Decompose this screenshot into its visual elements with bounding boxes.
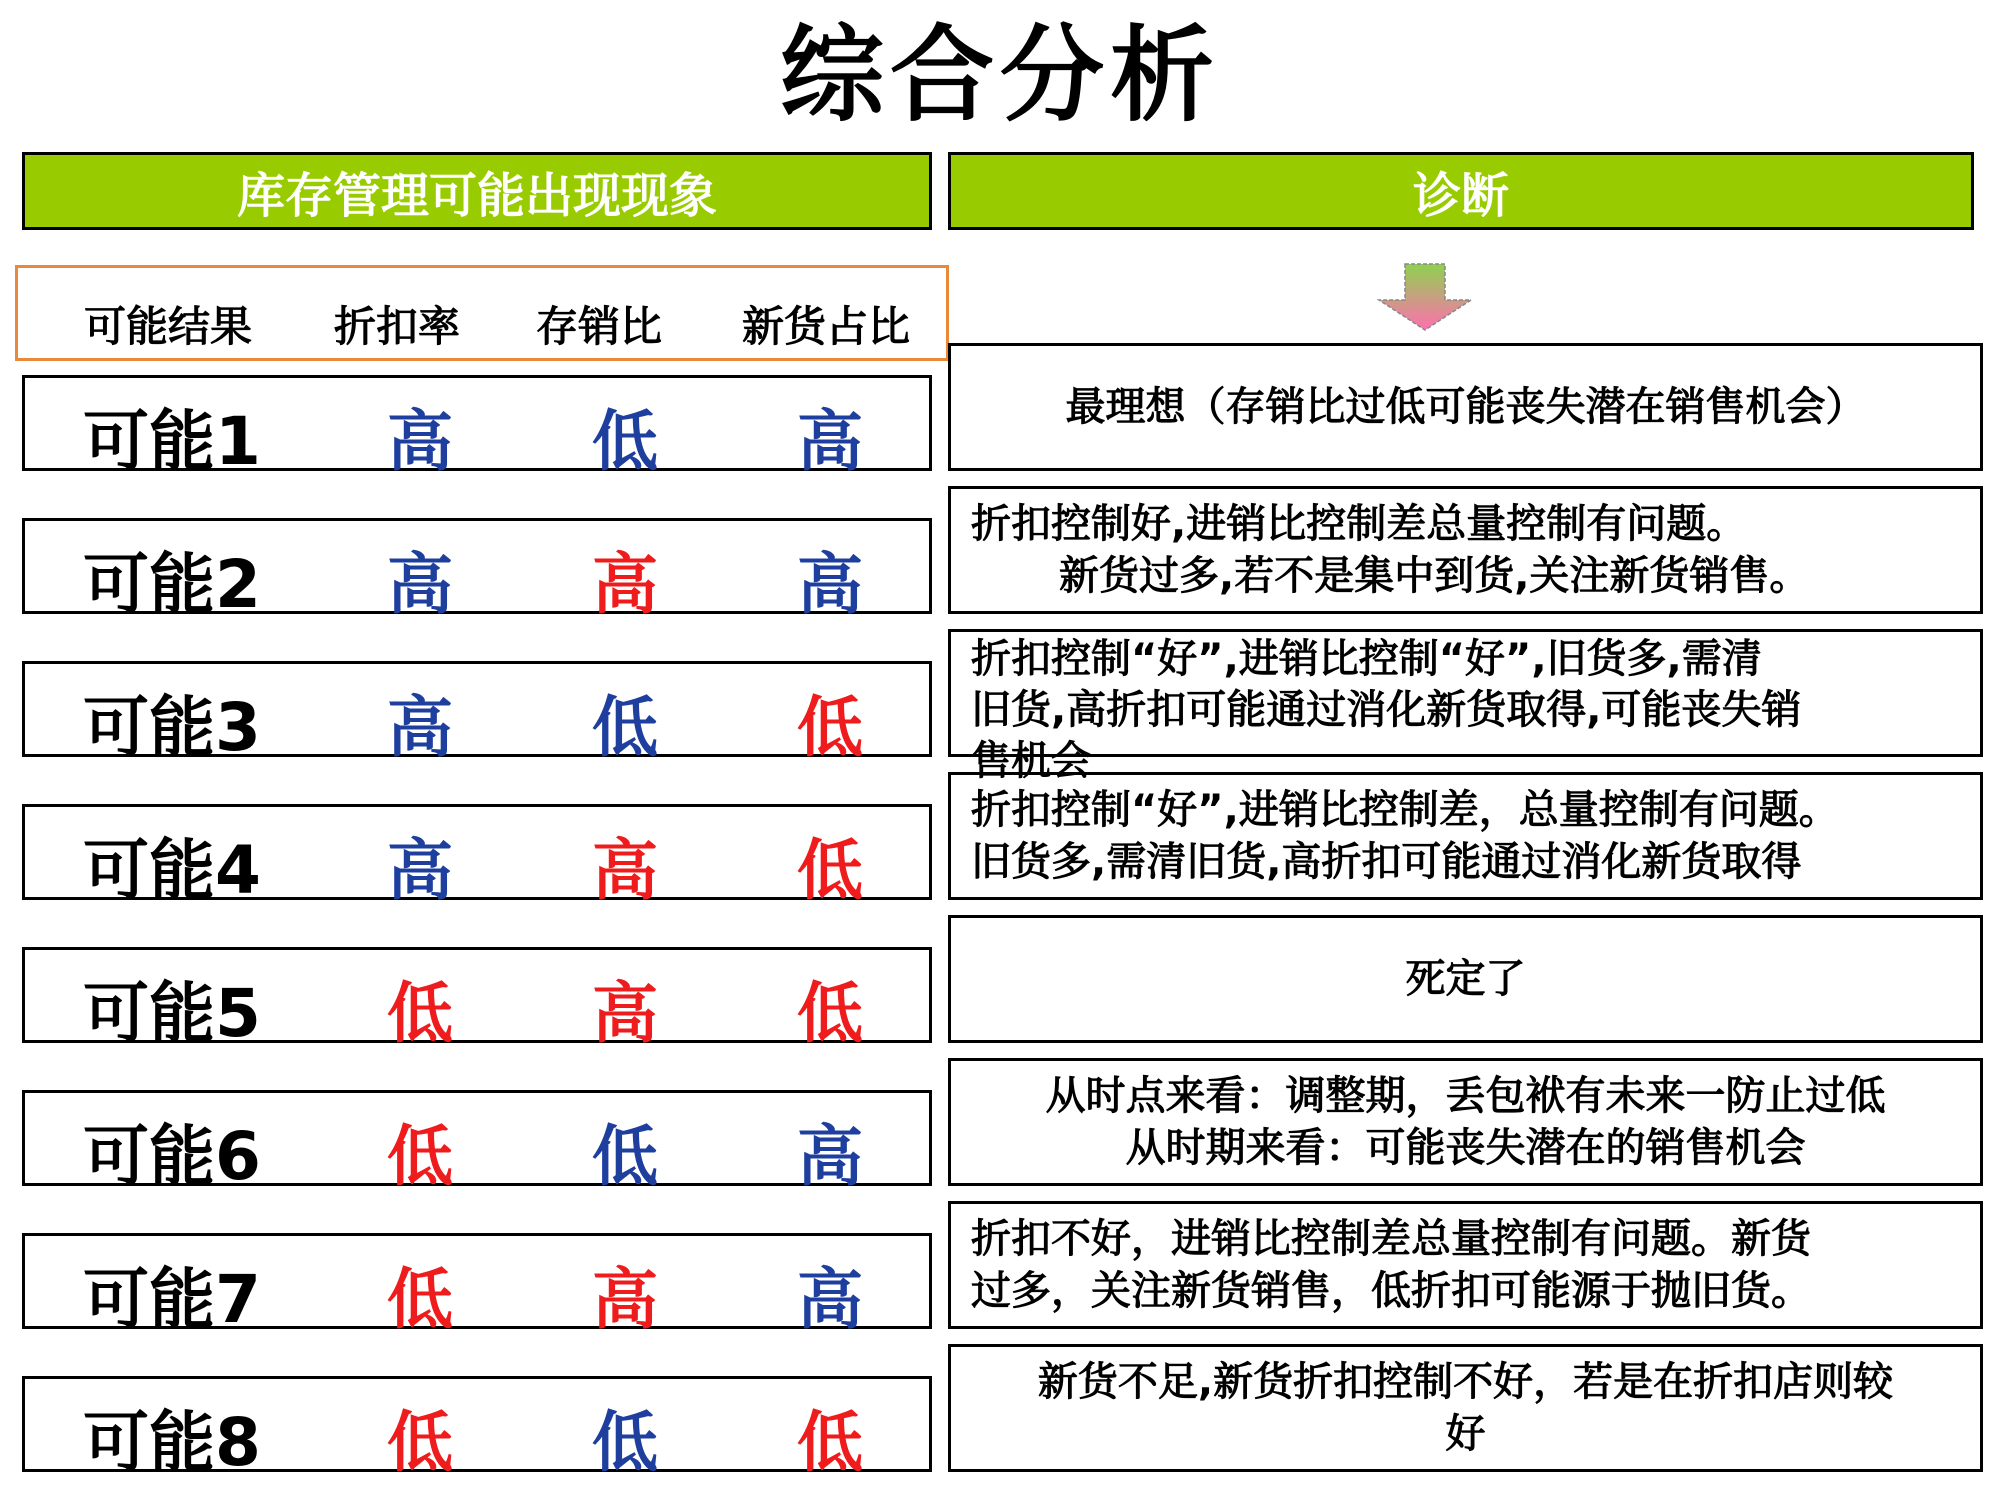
diagnosis-line: 死定了 [1405, 956, 1526, 1002]
new-ratio-value: 高 [797, 1260, 863, 1338]
column-header-discount: 折扣率 [334, 302, 461, 351]
table-row [22, 1376, 932, 1481]
new-ratio-value: 低 [797, 1403, 863, 1481]
discount-value: 低 [387, 974, 453, 1052]
diagnosis-line: 好 [1445, 1411, 1486, 1457]
sales-ratio-value: 低 [592, 1403, 658, 1481]
diagnosis-box [948, 1058, 1983, 1186]
table-row [22, 661, 932, 766]
discount-value: 高 [387, 831, 453, 909]
diagnosis-line: 折扣控制“好”,进销比控制“好”,旧货多,需清 [971, 636, 1762, 682]
column-header-row [15, 265, 949, 361]
diagnosis-box [948, 486, 1983, 614]
diagnosis-header: 诊断 [948, 152, 1974, 230]
sales-ratio-value: 高 [592, 1260, 658, 1338]
row-label: 可能2 [83, 546, 261, 623]
new-ratio-value: 高 [797, 1117, 863, 1195]
sales-ratio-value: 高 [592, 974, 658, 1052]
page-title: 综合分析 [779, 13, 1220, 136]
discount-value: 低 [387, 1260, 453, 1338]
table-row [22, 375, 932, 480]
column-header-sales-ratio: 存销比 [536, 302, 663, 351]
discount-value: 高 [387, 402, 453, 480]
new-ratio-value: 低 [797, 974, 863, 1052]
discount-value: 低 [387, 1403, 453, 1481]
diagnosis-line: 新货不足,新货折扣控制不好，若是在折扣店则较 [1037, 1359, 1894, 1405]
diagnosis-box [948, 915, 1983, 1043]
row-label: 可能1 [83, 403, 261, 480]
diagnosis-box [948, 1201, 1983, 1329]
table-row [22, 1090, 932, 1195]
diagnosis-box [948, 343, 1983, 471]
diagnosis-line: 最理想（存销比过低可能丧失潜在销售机会） [1065, 384, 1866, 430]
diagnosis-box [948, 772, 1983, 900]
row-label: 可能7 [83, 1261, 261, 1338]
sales-ratio-value: 高 [592, 545, 658, 623]
row-label: 可能4 [83, 832, 261, 909]
phenomena-header: 库存管理可能出现现象 [22, 152, 932, 230]
diagnosis-line: 旧货,高折扣可能通过消化新货取得,可能丧失销 [971, 687, 1802, 734]
table-row [22, 1233, 932, 1338]
row-label: 可能5 [83, 975, 261, 1052]
diagnosis-line: 折扣不好，进销比控制差总量控制有问题。新货 [971, 1216, 1811, 1262]
diagnosis-line: 售机会 [971, 738, 1091, 785]
row-label: 可能6 [83, 1118, 261, 1195]
new-ratio-value: 低 [797, 688, 863, 766]
row-label: 可能3 [83, 689, 261, 766]
diagnosis-line: 折扣控制好,进销比控制差总量控制有问题。 [971, 501, 1747, 547]
diagnosis-line: 从时点来看：调整期，丢包袱有未来一防止过低 [1045, 1073, 1886, 1119]
table-row [22, 518, 932, 623]
diagnosis-line: 新货过多,若不是集中到货,关注新货销售。 [1059, 553, 1810, 599]
column-header-new-ratio: 新货占比 [742, 302, 911, 351]
diagnosis-line: 过多，关注新货销售，低折扣可能源于抛旧货。 [971, 1268, 1811, 1314]
table-row [22, 804, 932, 909]
diagnosis-line: 从时期来看：可能丧失潜在的销售机会 [1125, 1125, 1806, 1171]
new-ratio-value: 低 [797, 831, 863, 909]
sales-ratio-value: 低 [592, 402, 658, 480]
sales-ratio-value: 高 [592, 831, 658, 909]
table-row [22, 947, 932, 1052]
diagnosis-box [948, 1344, 1983, 1472]
discount-value: 高 [387, 688, 453, 766]
diagnosis-box [948, 629, 1983, 785]
diagnosis-line: 旧货多,需清旧货,高折扣可能通过消化新货取得 [971, 839, 1802, 885]
discount-value: 低 [387, 1117, 453, 1195]
new-ratio-value: 高 [797, 402, 863, 480]
discount-value: 高 [387, 545, 453, 623]
diagnosis-line: 折扣控制“好”,进销比控制差，总量控制有问题。 [971, 787, 1839, 833]
sales-ratio-value: 低 [592, 1117, 658, 1195]
row-label: 可能8 [83, 1404, 261, 1481]
column-header-result: 可能结果 [84, 302, 253, 351]
new-ratio-value: 高 [797, 545, 863, 623]
down-arrow-icon [1375, 262, 1475, 332]
sales-ratio-value: 低 [592, 688, 658, 766]
